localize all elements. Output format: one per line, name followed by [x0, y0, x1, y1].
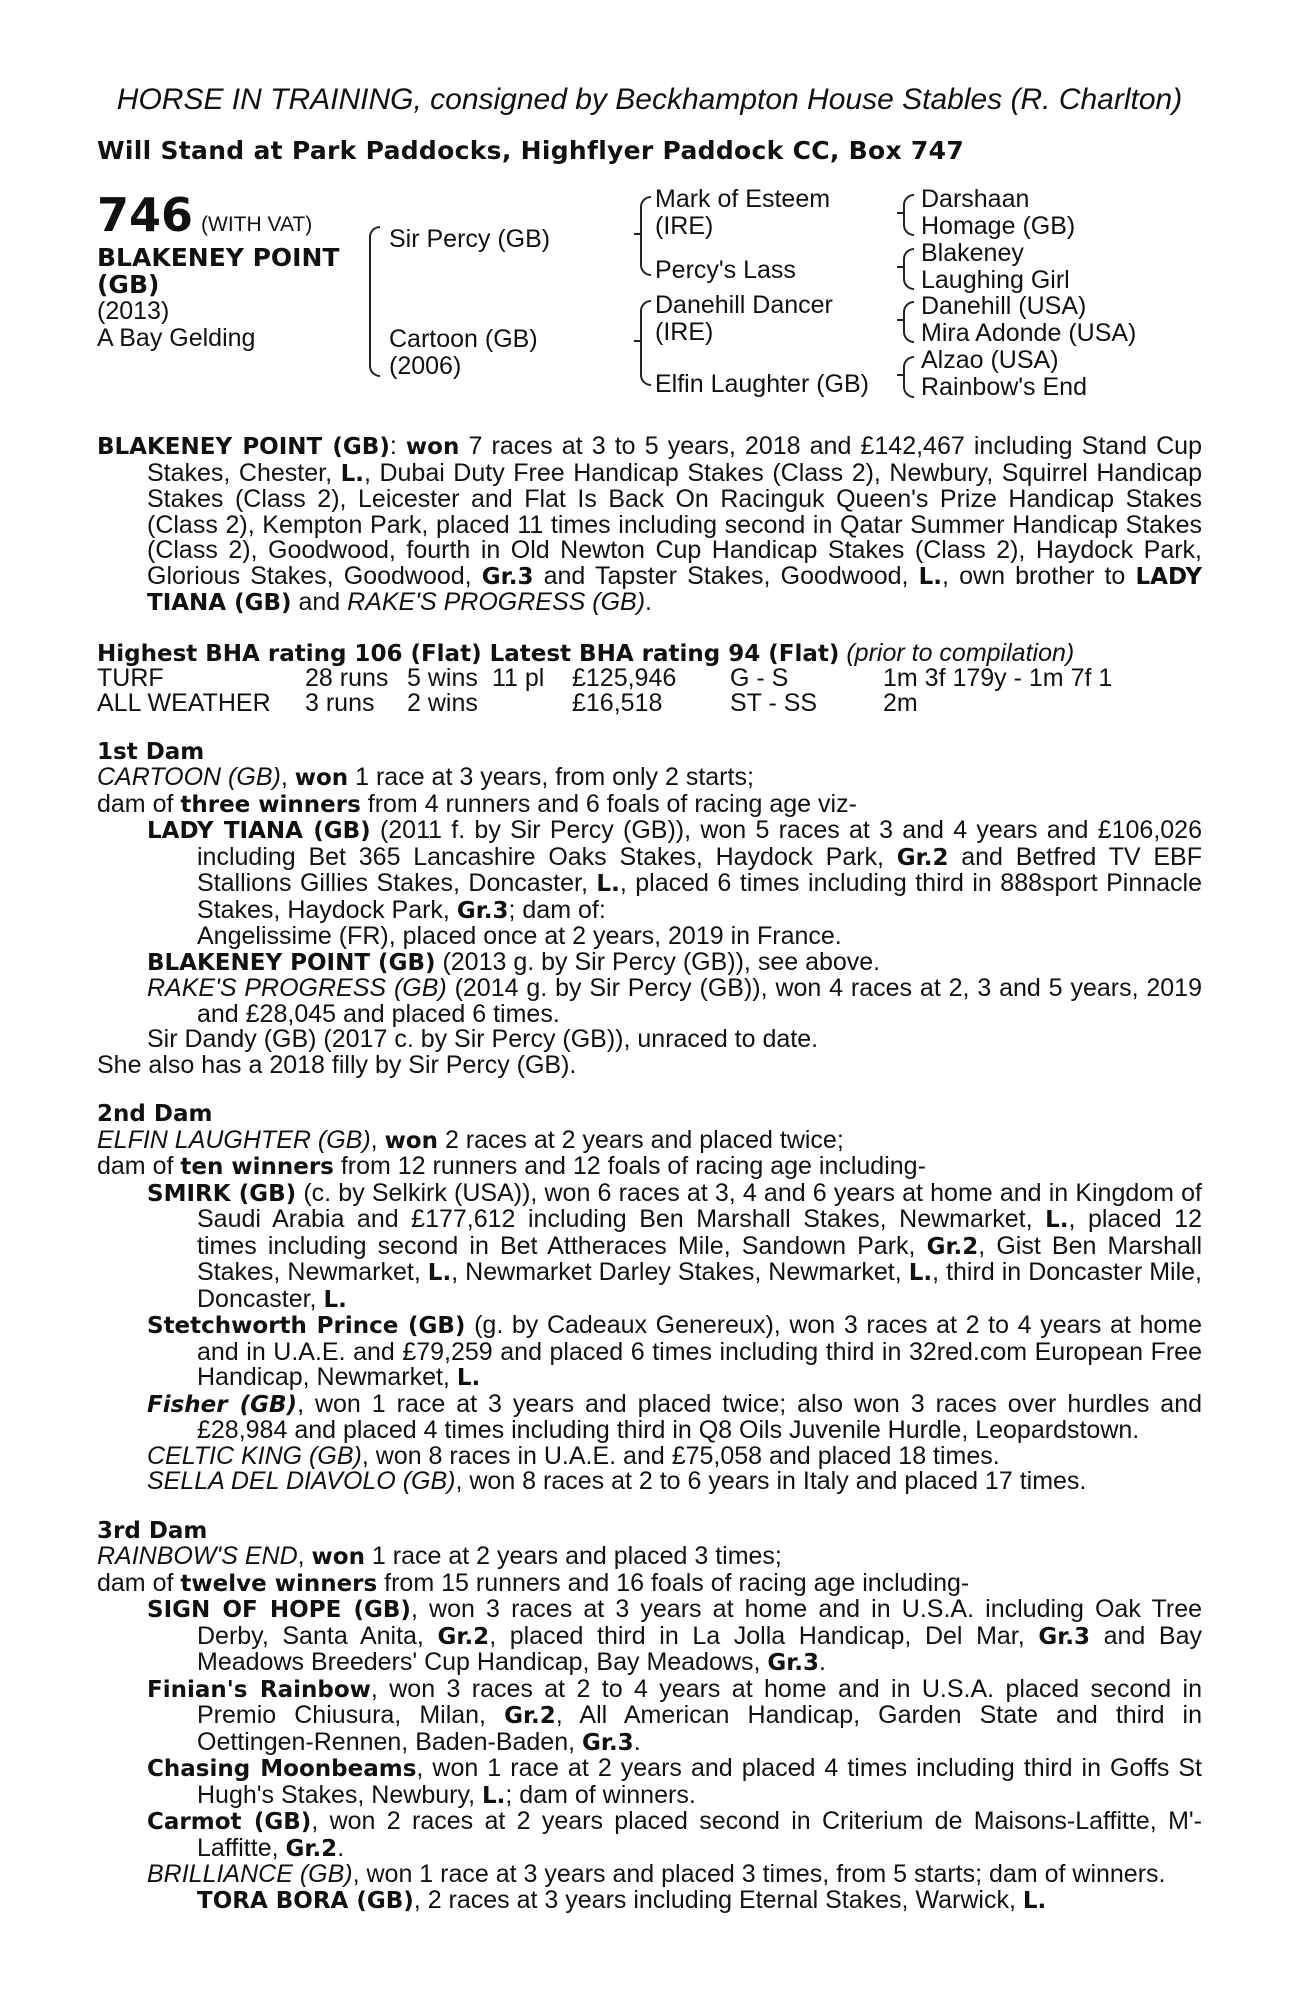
- prize-money: £16,518: [572, 688, 663, 717]
- listed-marker: L.: [918, 563, 943, 590]
- summary-text: and Tapster Stakes, Goodwood,: [533, 561, 919, 590]
- produce-text: (2013 g. by Sir Percy (GB)), see above.: [435, 947, 881, 976]
- dam-dam-sire: Alzao (USA): [921, 346, 1059, 374]
- summary-text: , Dubai Duty Free Handicap Stakes (Class 2), Newbury, Squirrel Handicap Stakes (Class 2), Leicester and Flat Is Back On Racinguk Queen's Prize Handicap Stakes (Class 2), Kempton Park, placed 11 times including second in Qatar Summer Handicap Stakes (Class 2), Goodwood, fourth in Old Newton Cup Handicap Stakes (Class 2), Haydock Park, Glorious Stakes, Goodwood,: [147, 458, 1203, 590]
- section-heading: 1st Dam: [97, 738, 205, 765]
- sire-dam-sire: Blakeney: [921, 239, 1024, 267]
- produce-name: TORA BORA (GB): [197, 1887, 414, 1914]
- produce-name: Stetchworth Prince (GB): [147, 1313, 466, 1339]
- sire: Sir Percy (GB): [389, 225, 551, 253]
- listed-marker: L.: [340, 460, 364, 487]
- produce-text: , Gist Ben Marshall Stakes, Newmarket,: [197, 1231, 1203, 1286]
- listed-marker: L.: [908, 1260, 933, 1286]
- runs: 3 runs: [305, 688, 375, 717]
- group-marker: Gr.2: [926, 1233, 979, 1260]
- won-label: won: [384, 1127, 438, 1154]
- produce-name: SMIRK (GB): [147, 1180, 297, 1207]
- produce-text: , placed 6 times including third in 888sport Pinnacle Stakes, Haydock Park,: [197, 869, 1202, 924]
- sire-dam-dam: Laughing Girl: [921, 266, 1070, 294]
- produce-name: RAKE'S PROGRESS (GB): [147, 974, 447, 1002]
- dam-name: ELFIN LAUGHTER (GB): [97, 1125, 371, 1154]
- winners-count: ten winners: [180, 1154, 334, 1180]
- dam: Cartoon (GB): [389, 325, 538, 353]
- produce-name: Finian's Rainbow: [147, 1676, 371, 1703]
- lot-number-line: [97, 188, 313, 242]
- group-marker: Gr.2: [437, 1623, 490, 1650]
- section-heading: 3rd Dam: [97, 1517, 208, 1544]
- listed-marker: L.: [1045, 1207, 1069, 1233]
- produce-text: , won 2 races at 2 years placed second in Criterium de Maisons-Laffitte, M'-Laffitte,: [197, 1807, 1202, 1862]
- produce-text: , won 8 races at 2 to 6 years in Italy and placed 17 times.: [455, 1467, 1087, 1495]
- produce-text: , All American Handicap, Garden State and third in Oettingen-Rennen, Baden-Baden,: [197, 1701, 1202, 1756]
- ratings-title: Highest BHA rating 106 (Flat) Latest BHA rating 94 (Flat): [97, 640, 840, 667]
- produce-text: , won 8 races in U.A.E. and £75,058 and placed 18 times.: [361, 1441, 1000, 1470]
- foaling-year: (2013): [97, 297, 170, 325]
- summary-text: .: [645, 588, 652, 616]
- produce-text: , placed 12 times including second in Bet Attheraces Mile, Sandown Park,: [197, 1205, 1202, 1260]
- bracket-point: [634, 340, 640, 342]
- won-label: won: [311, 1544, 365, 1570]
- going: G - S: [730, 663, 789, 692]
- third-dam-section: 3rd Dam RAINBOW'S END, won 1 race at 2 years and placed 3 times; dam of twelve winners from 15 runners and 16 foals of racing age including- SIGN OF HOPE (GB), won 3 races at 3 years at home and in U.S.A. including Oak Tree Derby, Santa Anita, Gr.2, placed third in La Jolla Handicap, Del Mar, Gr.3 and Bay Meadows Breeders' Cup Handicap, Bay Meadows, Gr.3. Finian's Rainbow, won 3 races at 2 to 4 years at home and in U.S.A. placed second in Premio Chiusura, Milan, Gr.2, All American Handicap, Garden State and third in Oettingen-Rennen, Baden-Baden, Gr.3. Chasing Moonbeams, won 1 race at 2 years and placed 4 times including third in Goffs St Hugh's Stakes, Newbury, L.; dam of winners. Carmot (GB), won 2 races at 2 years placed second in Criterium de Maisons-Laffitte, M'-Laffitte, Gr.2. BRILLIANCE (GB), won 1 race at 3 years and placed 3 times, from 5 starts; dam of winners. TORA BORA (GB), 2 races at 3 years including Eternal Stakes, Warwick, L.: [97, 1517, 1203, 1914]
- produce-text: , placed third in La Jolla Handicap, Del Mar,: [489, 1621, 1039, 1650]
- dam-name: CARTOON (GB): [97, 763, 281, 791]
- prize-money: £125,946: [572, 663, 677, 692]
- surface: ALL WEATHER: [97, 688, 271, 717]
- dam-text: from 4 runners and 6 foals of racing age viz-: [360, 789, 857, 818]
- stand-location: Will Stand at Park Paddocks, Highflyer Paddock CC, Box 747: [97, 136, 965, 165]
- surface: TURF: [97, 663, 164, 692]
- ratings-block: [97, 638, 1202, 717]
- ratings-heading: [97, 638, 1202, 667]
- dam-text: 2 races at 2 years and placed twice;: [438, 1125, 844, 1154]
- pedigree-block: [97, 186, 1202, 434]
- dam-sire: Danehill Dancer: [655, 291, 833, 319]
- produce-text: , third in Doncaster Mile, Doncaster,: [197, 1258, 1202, 1313]
- produce-name: CELTIC KING (GB): [147, 1441, 362, 1470]
- bracket-point: [897, 212, 903, 214]
- dam-text: dam of: [97, 789, 181, 818]
- wins: 2 wins: [407, 688, 478, 717]
- placed: 11 pl: [492, 663, 545, 692]
- produce-text: , won 3 races at 2 to 4 years at home and in U.S.A. placed second in Premio Chiusura, Milan,: [197, 1674, 1202, 1729]
- dam-text: dam of: [97, 1568, 181, 1597]
- dam-text: from 12 runners and 12 foals of racing age including-: [333, 1152, 926, 1180]
- horse-description: A Bay Gelding: [97, 324, 256, 352]
- grand-produce-entry: Angelissime (FR), placed once at 2 years, 2019 in France.: [197, 922, 842, 950]
- dam-year: (2006): [389, 352, 462, 380]
- dam-sire-sire: Danehill (USA): [921, 292, 1087, 320]
- group-marker: Gr.2: [504, 1703, 556, 1729]
- vat-label: (WITH VAT): [201, 213, 313, 236]
- produce-text: and Betfred TV EBF Stallions Gillies Stakes, Doncaster,: [197, 842, 1203, 897]
- produce-name: Chasing Moonbeams: [147, 1756, 417, 1782]
- summary-horse-name: BLAKENEY POINT (GB): [97, 434, 390, 460]
- gen3-bracket: [903, 301, 914, 343]
- produce-entry: [97, 818, 1202, 924]
- sire-sire-dam: Homage (GB): [921, 212, 1076, 240]
- produce-name: SELLA DEL DIAVOLO (GB): [147, 1467, 456, 1495]
- produce-text: (c. by Selkirk (USA)), won 6 races at 3, 4 and 6 years at home and in Kingdom of Saudi Arabia and £177,612 including Ben Marshall Stakes, Newmarket,: [197, 1178, 1203, 1233]
- consignment-header: HORSE IN TRAINING, consigned by Beckhampton House Stables (R. Charlton): [116, 83, 1183, 116]
- produce-name: BLAKENEY POINT (GB): [147, 949, 436, 976]
- listed-marker: L.: [1022, 1887, 1047, 1914]
- sibling-name: LADY TIANA (GB): [147, 563, 1203, 616]
- dam-sire-country: (IRE): [655, 318, 714, 346]
- second-dam-section: 2nd Dam ELFIN LAUGHTER (GB), won 2 races at 2 years and placed twice; dam of ten winners from 12 runners and 12 foals of racing age including- SMIRK (GB) (c. by Selkirk (USA)), won 6 races at 3, 4 and 6 years at home and in Kingdom of Saudi Arabia and £177,612 including Ben Marshall Stakes, Newmarket, L., placed 12 times including second in Bet Attheraces Mile, Sandown Park, Gr.2, Gist Ben Marshall Stakes, Newmarket, L., Newmarket Darley Stakes, Newmarket, L., third in Doncaster Mile, Doncaster, L. Stetchworth Prince (GB) (g. by Cadeaux Genereux), won 3 races at 2 to 4 years at home and in U.A.E. and £79,259 and placed 6 times including third in 32red.com European Free Handicap, Newmarket, L. Fisher (GB), won 1 race at 3 years and placed twice; also won 3 races over hurdles and £28,984 and placed 4 times including third in Q8 Oils Juvenile Hurdle, Leopardstown. CELTIC KING (GB), won 8 races in U.A.E. and £75,058 and placed 18 times. SELLA DEL DIAVOLO (GB), won 8 races at 2 to 6 years in Italy and placed 17 times.: [97, 1101, 1203, 1495]
- group-marker: Gr.3: [767, 1650, 820, 1676]
- produce-entry: [97, 1441, 1202, 1470]
- produce-text: , won 1 race at 3 years and placed 3 times, from 5 starts; dam of winners.: [352, 1860, 1166, 1888]
- produce-entry: [97, 1469, 1202, 1495]
- sire-sire-country: (IRE): [655, 212, 714, 240]
- produce-entry: [97, 947, 1202, 977]
- listed-marker: L.: [323, 1286, 347, 1313]
- produce-text: (2014 g. by Sir Percy (GB)), won 4 races at 2, 3 and 5 years, 2019 and £28,045 and placed 6 times.: [197, 974, 1202, 1028]
- gen3-bracket: [903, 194, 914, 236]
- bracket-point: [897, 374, 903, 376]
- dam-dam-dam: Rainbow's End: [921, 373, 1087, 401]
- wins: 5 wins: [407, 663, 478, 692]
- bracket-point: [634, 233, 640, 235]
- produce-text: , Newmarket Darley Stakes, Newmarket,: [451, 1258, 909, 1286]
- produce-text: ; dam of:: [508, 895, 606, 924]
- produce-entry: [97, 1313, 1202, 1392]
- summary-text: and: [291, 588, 348, 616]
- ratings-row: [97, 688, 1202, 717]
- dam-name: RAINBOW'S END: [97, 1542, 298, 1570]
- going: ST - SS: [730, 688, 818, 717]
- gen3-bracket: [903, 248, 914, 290]
- distance: 1m 3f 179y - 1m 7f 1: [883, 663, 1113, 692]
- produce-entry: [97, 1809, 1202, 1862]
- sire-dam-bracket: [369, 226, 380, 377]
- won-label: won: [405, 434, 460, 460]
- produce-entry: [97, 1674, 1202, 1757]
- dam-sire-dam: Mira Adonde (USA): [921, 319, 1137, 347]
- produce-text: .: [337, 1833, 345, 1862]
- produce-text: ; dam of winners.: [505, 1780, 696, 1809]
- produce-text: (2011 f. by Sir Percy (GB)), won 5 races at 3 and 4 years and £106,026 including Bet 365 Lancashire Oaks Stakes, Haydock Park,: [197, 816, 1202, 871]
- group-marker: Gr.3: [481, 563, 534, 590]
- dam-parents-bracket: [640, 300, 651, 386]
- produce-text: (g. by Cadeaux Genereux), won 3 races at 2 to 4 years at home and in U.A.E. and £79,259 and placed 6 times including third in 32red.com European Free Handicap, Newmarket,: [197, 1311, 1202, 1391]
- produce-note: She also has a 2018 filly by Sir Percy (GB).: [97, 1050, 577, 1079]
- produce-text: , won 1 race at 2 years and placed 4 times including third in Goffs St Hugh's Stakes, Newbury,: [197, 1754, 1202, 1809]
- produce-name: BRILLIANCE (GB): [147, 1860, 353, 1888]
- sire-dam: Percy's Lass: [655, 256, 796, 284]
- sibling-name: RAKE'S PROGRESS (GB): [347, 588, 646, 616]
- produce-name: Carmot (GB): [147, 1809, 312, 1835]
- listed-marker: L.: [456, 1365, 481, 1391]
- first-dam-section: 1st Dam CARTOON (GB), won 1 race at 3 years, from only 2 starts; dam of three winners from 4 runners and 6 foals of racing age viz- LADY TIANA (GB) (2011 f. by Sir Percy (GB)), won 5 races at 3 and 4 years and £106,026 including Bet 365 Lancashire Oaks Stakes, Haydock Park, Gr.2 and Betfred TV EBF Stallions Gillies Stakes, Doncaster, L., placed 6 times including third in 888sport Pinnacle Stakes, Haydock Park, Gr.3; dam of: Angelissime (FR), placed once at 2 years, 2019 in France. BLAKENEY POINT (GB) (2013 g. by Sir Percy (GB)), see above. RAKE'S PROGRESS (GB) (2014 g. by Sir Percy (GB)), won 4 races at 2, 3 and 5 years, 2019 and £28,045 and placed 6 times. Sir Dandy (GB) (2017 c. by Sir Percy (GB)), unraced to date. She also has a 2018 filly by Sir Percy (GB).: [97, 738, 1203, 1079]
- dam-text: 1 race at 3 years, from only 2 starts;: [348, 763, 754, 791]
- produce-entry: [97, 1178, 1203, 1314]
- produce-entry: [97, 976, 1202, 1027]
- horse-name-country: (GB): [97, 270, 160, 299]
- catalogue-page: [97, 80, 1202, 1914]
- gen3-bracket: [903, 356, 914, 398]
- produce-text: .: [633, 1727, 641, 1756]
- dam-text: 1 race at 2 years and placed 3 times;: [364, 1542, 782, 1570]
- bracket-point: [897, 319, 903, 321]
- sire-sire: Mark of Esteem: [655, 185, 831, 213]
- sire-parents-bracket: [640, 196, 651, 276]
- grand-produce-entry: [97, 1885, 1202, 1915]
- ratings-note: (prior to compilation): [846, 638, 1075, 667]
- produce-text: , 2 races at 3 years including Eternal Stakes, Warwick,: [413, 1885, 1023, 1914]
- produce-text: , won 3 races at 3 years at home and in U.S.A. including Oak Tree Derby, Santa Anita,: [197, 1595, 1203, 1650]
- summary-colon: :: [389, 432, 406, 460]
- produce-entry: [97, 1389, 1203, 1444]
- group-marker: Gr.3: [582, 1729, 634, 1756]
- ratings-row: [97, 663, 1202, 692]
- dam-dam: Elfin Laughter (GB): [655, 370, 869, 398]
- race-record-summary: [97, 434, 1202, 617]
- sire-sire-sire: Darshaan: [921, 185, 1030, 213]
- produce-entry: [97, 1862, 1202, 1888]
- horse-name: BLAKENEY POINT: [97, 243, 340, 272]
- listed-marker: L.: [482, 1782, 506, 1809]
- produce-name: Fisher (GB): [147, 1391, 298, 1418]
- group-marker: Gr.2: [285, 1835, 338, 1862]
- won-label: won: [294, 765, 349, 791]
- group-marker: Gr.2: [896, 844, 949, 871]
- winners-count: three winners: [180, 791, 361, 818]
- section-heading: 2nd Dam: [97, 1101, 213, 1127]
- produce-text: , won 1 race at 3 years and placed twice; also won 3 races over hurdles and £28,984 and placed 4 times including third in Q8 Oils Juvenile Hurdle, Leopardstown.: [197, 1389, 1203, 1444]
- bracket-point: [897, 266, 903, 268]
- produce-entry: [97, 1597, 1202, 1677]
- produce-name: LADY TIANA (GB): [147, 818, 371, 844]
- listed-marker: L.: [596, 871, 620, 897]
- group-marker: Gr.3: [1038, 1623, 1090, 1650]
- dam-text: dam of: [97, 1152, 181, 1180]
- produce-name: SIGN OF HOPE (GB): [147, 1597, 411, 1623]
- summary-text: , own brother to: [942, 561, 1136, 590]
- winners-count: twelve winners: [180, 1570, 378, 1597]
- distance: 2m: [883, 688, 918, 717]
- produce-entry: Sir Dandy (GB) (2017 c. by Sir Percy (GB)), unraced to date.: [147, 1025, 819, 1053]
- summary-text: 7 races at 3 to 5 years, 2018 and £142,467 including Stand Cup Stakes, Chester,: [147, 432, 1202, 487]
- lot-number: 746: [97, 188, 194, 242]
- runs: 28 runs: [305, 663, 389, 692]
- produce-text: and Bay Meadows Breeders' Cup Handicap, Bay Meadows,: [197, 1621, 1203, 1676]
- produce-text: .: [819, 1648, 826, 1676]
- dam-text: from 15 runners and 16 foals of racing age including-: [377, 1568, 970, 1597]
- listed-marker: L.: [427, 1260, 452, 1286]
- produce-entry: [97, 1756, 1202, 1809]
- group-marker: Gr.3: [456, 897, 509, 924]
